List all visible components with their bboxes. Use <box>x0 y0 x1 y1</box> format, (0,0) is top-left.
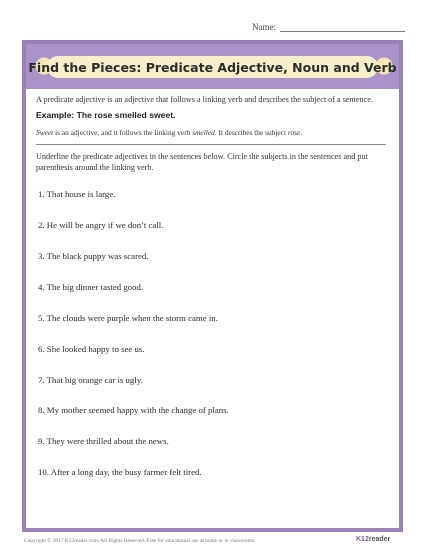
explain-word: Sweet <box>36 128 54 137</box>
instructions-section <box>36 94 386 173</box>
exercise-item: 10. After a long day, the busy farmer felt tired. <box>38 467 202 477</box>
explain-end: . <box>300 128 303 137</box>
explain-mid: is an adjective, and it follows the linking verb <box>53 128 193 137</box>
worksheet-title: Find the Pieces: Predicate Adjective, Noun and Verb <box>47 56 378 78</box>
exercise-item: 9. They were thrilled about the news. <box>38 436 169 446</box>
exercise-item: 6. She looked happy to see us. <box>38 344 145 354</box>
copyright-text: Copyright © 2017 K12reader.com. All Rights Reserved. Free for educational use at home or in classrooms. <box>24 538 256 544</box>
exercise-item: 1. That house is large. <box>38 189 116 199</box>
name-field <box>252 22 405 32</box>
name-label: Name: <box>252 22 276 32</box>
name-line <box>280 22 405 32</box>
explain-verb: smelled <box>192 128 215 137</box>
explanation-text <box>36 128 386 138</box>
exercise-item: 3. The black puppy was scared. <box>38 251 149 261</box>
worksheet-frame <box>22 40 403 532</box>
explain-after: . It describes the subject <box>214 128 288 137</box>
example-text: Example: The rose smelled sweet. <box>36 110 176 120</box>
exercise-item: 7. That big orange car is ugly. <box>38 375 143 385</box>
title-banner <box>26 44 399 89</box>
explain-subject: rose <box>287 128 301 137</box>
exercise-item: 2. He will be angry if we don’t call. <box>38 220 164 230</box>
divider <box>36 144 386 145</box>
definition-text: A predicate adjective is an adjective that follows a linking verb and describes the subject of a sentence. <box>36 95 373 104</box>
exercise-item: 5. The clouds were purple when the storm came in. <box>38 313 218 323</box>
directions-text: Underline the predicate adjectives in the sentences below. Circle the subjects in the sentences and put parenthesis around the linking verb. <box>36 152 368 172</box>
k12reader-logo: K12reader <box>356 536 391 543</box>
exercise-item: 8. My mother seemed happy with the change of plans. <box>38 405 229 415</box>
exercise-item: 4. The big dinner tasted good. <box>38 282 144 292</box>
